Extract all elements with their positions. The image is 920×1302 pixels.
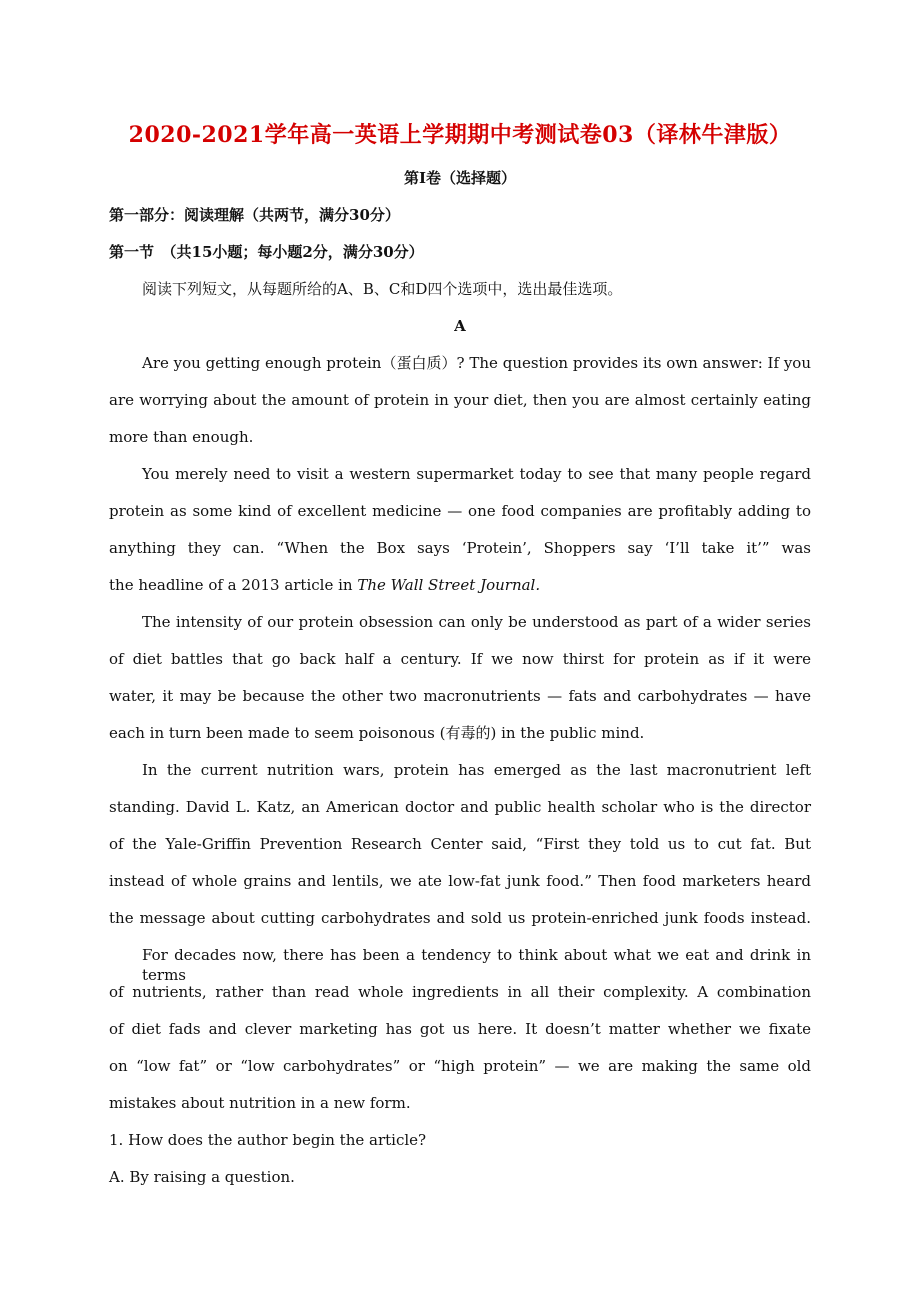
passage-line: the message about cutting carbohydrates and sold us protein-enriched junk foods instead. xyxy=(109,909,811,927)
passage-line xyxy=(109,575,811,595)
passage-line: You merely need to visit a western supermarket today to see that many people regard xyxy=(142,465,811,483)
passage-line: In the current nutrition wars, protein has emerged as the last macronutrient left xyxy=(142,761,811,779)
passage-line: water, it may be because the other two macronutrients — fats and carbohydrates — have xyxy=(109,687,811,705)
passage-line: each in turn been made to seem poisonous (有毒的) in the public mind. xyxy=(109,724,645,742)
passage-line: are worrying about the amount of protein in your diet, then you are almost certainly eating xyxy=(109,391,811,409)
passage-line: mistakes about nutrition in a new form. xyxy=(109,1094,411,1112)
passage-line: protein as some kind of excellent medicine — one food companies are profitably adding to xyxy=(109,502,811,520)
passage-line: Are you getting enough protein（蛋白质）? The question provides its own answer: If you xyxy=(142,354,811,372)
passage-line: For decades now, there has been a tendency to think about what we eat and drink in terms xyxy=(142,946,811,984)
subsection-heading: 第一节 （共15小题；每小题2分，满分30分） xyxy=(109,243,424,261)
passage-line: standing. David L. Katz, an American doctor and public health scholar who is the director xyxy=(109,798,811,816)
page-title: 2020-2021学年高一英语上学期期中考测试卷03（译林牛津版） xyxy=(128,122,792,148)
part-heading: 第一部分：阅读理解（共两节，满分30分） xyxy=(109,206,400,224)
option-a: A. By raising a question. xyxy=(109,1168,295,1186)
passage-line-text: the headline of a 2013 article in xyxy=(109,576,358,594)
question-1: 1. How does the author begin the article? xyxy=(109,1131,427,1149)
section-heading: 第I卷（选择题） xyxy=(403,169,517,187)
passage-label: A xyxy=(454,317,466,335)
passage-line: of nutrients, rather than read whole ingredients in all their complexity. A combination xyxy=(109,983,811,1001)
instructions: 阅读下列短文，从每题所给的A、B、C和D四个选项中，选出最佳选项。 xyxy=(142,280,623,298)
passage-line: more than enough. xyxy=(109,428,254,446)
passage-line: instead of whole grains and lentils, we ate low-fat junk food.” Then food marketers heard xyxy=(109,872,811,890)
passage-line: anything they can. “When the Box says ‘Protein’, Shoppers say ‘I’ll take it’” was xyxy=(109,539,811,557)
passage-line: of diet fads and clever marketing has got us here. It doesn’t matter whether we fixate xyxy=(109,1020,811,1038)
passage-line: of the Yale-Griffin Prevention Research Center said, “First they told us to cut fat. But xyxy=(109,835,811,853)
passage-line: The intensity of our protein obsession can only be understood as part of a wider series xyxy=(142,613,811,631)
passage-line: on “low fat” or “low carbohydrates” or “high protein” — we are making the same old xyxy=(109,1057,811,1075)
passage-line: of diet battles that go back half a century. If we now thirst for protein as if it were xyxy=(109,650,811,668)
journal-name: The Wall Street Journal. xyxy=(357,576,541,594)
